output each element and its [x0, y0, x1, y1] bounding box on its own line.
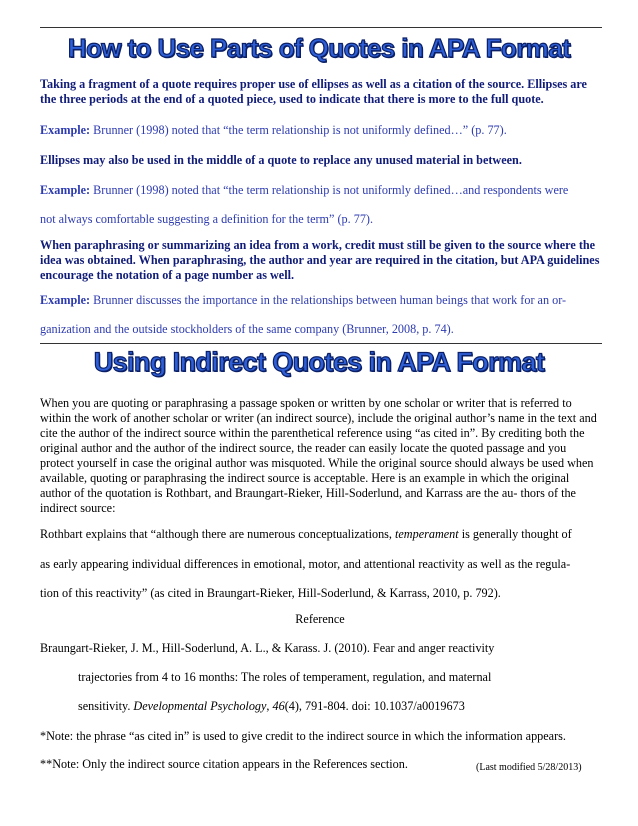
example1-text: Brunner (1998) noted that “the term relationship is not uniformly defined…” (p. 77).: [93, 123, 507, 137]
journal-title: Developmental Psychology: [133, 699, 267, 713]
example2-text: Brunner (1998) noted that “the term relationship is not uniformly defined…and respondents were: [93, 183, 569, 197]
middle-divider: [40, 343, 602, 344]
section1-intro: Taking a fragment of a quote requires proper use of ellipses as well as a citation of the source. Ellipses are the three periods at the end of a quoted piece, used to indicate that there is more to the full quote.: [40, 77, 587, 106]
section2-title: Using Indirect Quotes in APA Format: [93, 347, 545, 377]
indirect-quotes-body: When you are quoting or paraphrasing a passage spoken or written by one scholar or writer that is referred to within the work of another scholar or writer (an indirect source), include the original author’s name in the text and cite the author of the indirect source within the parenthetical reference using “as cited in”. By crediting both the original author and the author of the indirect source, the reader can easily locate the quoted passage and you protect yourself in case the original author was misquoted. While the original source should always be used when available, quoting or paraphrasing the indirect source is acceptable. Here is an example in which the original author of the quotation is Rothbart, and Braungart-Rieker, Hill-Soderlund, and Karrass are the au- thors of the indirect source:: [40, 396, 597, 515]
example-label: Example:: [40, 183, 91, 197]
example2-line1: [40, 183, 600, 198]
reference-text: (4), 791-804. doi: 10.1037/a0019673: [284, 699, 465, 713]
ellipses-middle-text: Ellipses may also be used in the middle of a quote to replace any unused material in between.: [40, 153, 522, 167]
reference-heading: Reference: [295, 612, 345, 626]
reference-line3: [78, 699, 600, 714]
quote-example-line2: as early appearing individual differences in emotional, motor, and attentional reactivity as well as the regula-: [40, 557, 571, 571]
quote-text: Rothbart explains that “although there are numerous conceptualizations,: [40, 527, 396, 541]
top-divider: [40, 27, 602, 28]
section1-title: How to Use Parts of Quotes in APA Format: [67, 33, 571, 63]
reference-line2: trajectories from 4 to 16 months: The roles of temperament, regulation, and maternal: [78, 670, 492, 684]
journal-volume: 46: [272, 699, 285, 713]
quote-text: is generally thought of: [458, 527, 572, 541]
example1: [40, 123, 600, 138]
last-modified: (Last modified 5/28/2013): [476, 762, 582, 773]
note-2: **Note: Only the indirect source citation appears in the References section.: [40, 757, 408, 771]
example-label: Example:: [40, 293, 91, 307]
paraphrase-text: When paraphrasing or summarizing an idea from a work, credit must still be given to the source where the idea was obtained. When paraphrasing, the author and year are required in the citation, but APA guidelines encourage the notation of a page number as well.: [40, 238, 600, 282]
example3-line1: [40, 293, 600, 308]
reference-text: sensitivity.: [78, 699, 134, 713]
quote-example-line1: [40, 527, 600, 542]
example3-line2: ganization and the outside stockholders of the same company (Brunner, 2008, p. 74).: [40, 322, 454, 336]
note-1: *Note: the phrase “as cited in” is used to give credit to the indirect source in which the information appears.: [40, 729, 566, 743]
reference-text: ,: [266, 699, 273, 713]
reference-line1: Braungart-Rieker, J. M., Hill-Soderlund, A. L., & Karass. J. (2010). Fear and anger reactivity: [40, 641, 495, 655]
example3-text: Brunner discusses the importance in the relationships between human beings that work for an or-: [93, 293, 567, 307]
example2-line2: not always comfortable suggesting a definition for the term” (p. 77).: [40, 212, 374, 226]
example-label: Example:: [40, 123, 91, 137]
quote-emphasis: temperament: [395, 527, 459, 541]
quote-example-line3: tion of this reactivity” (as cited in Braungart-Rieker, Hill-Soderlund, & Karrass, 2010, p. 792).: [40, 586, 501, 600]
